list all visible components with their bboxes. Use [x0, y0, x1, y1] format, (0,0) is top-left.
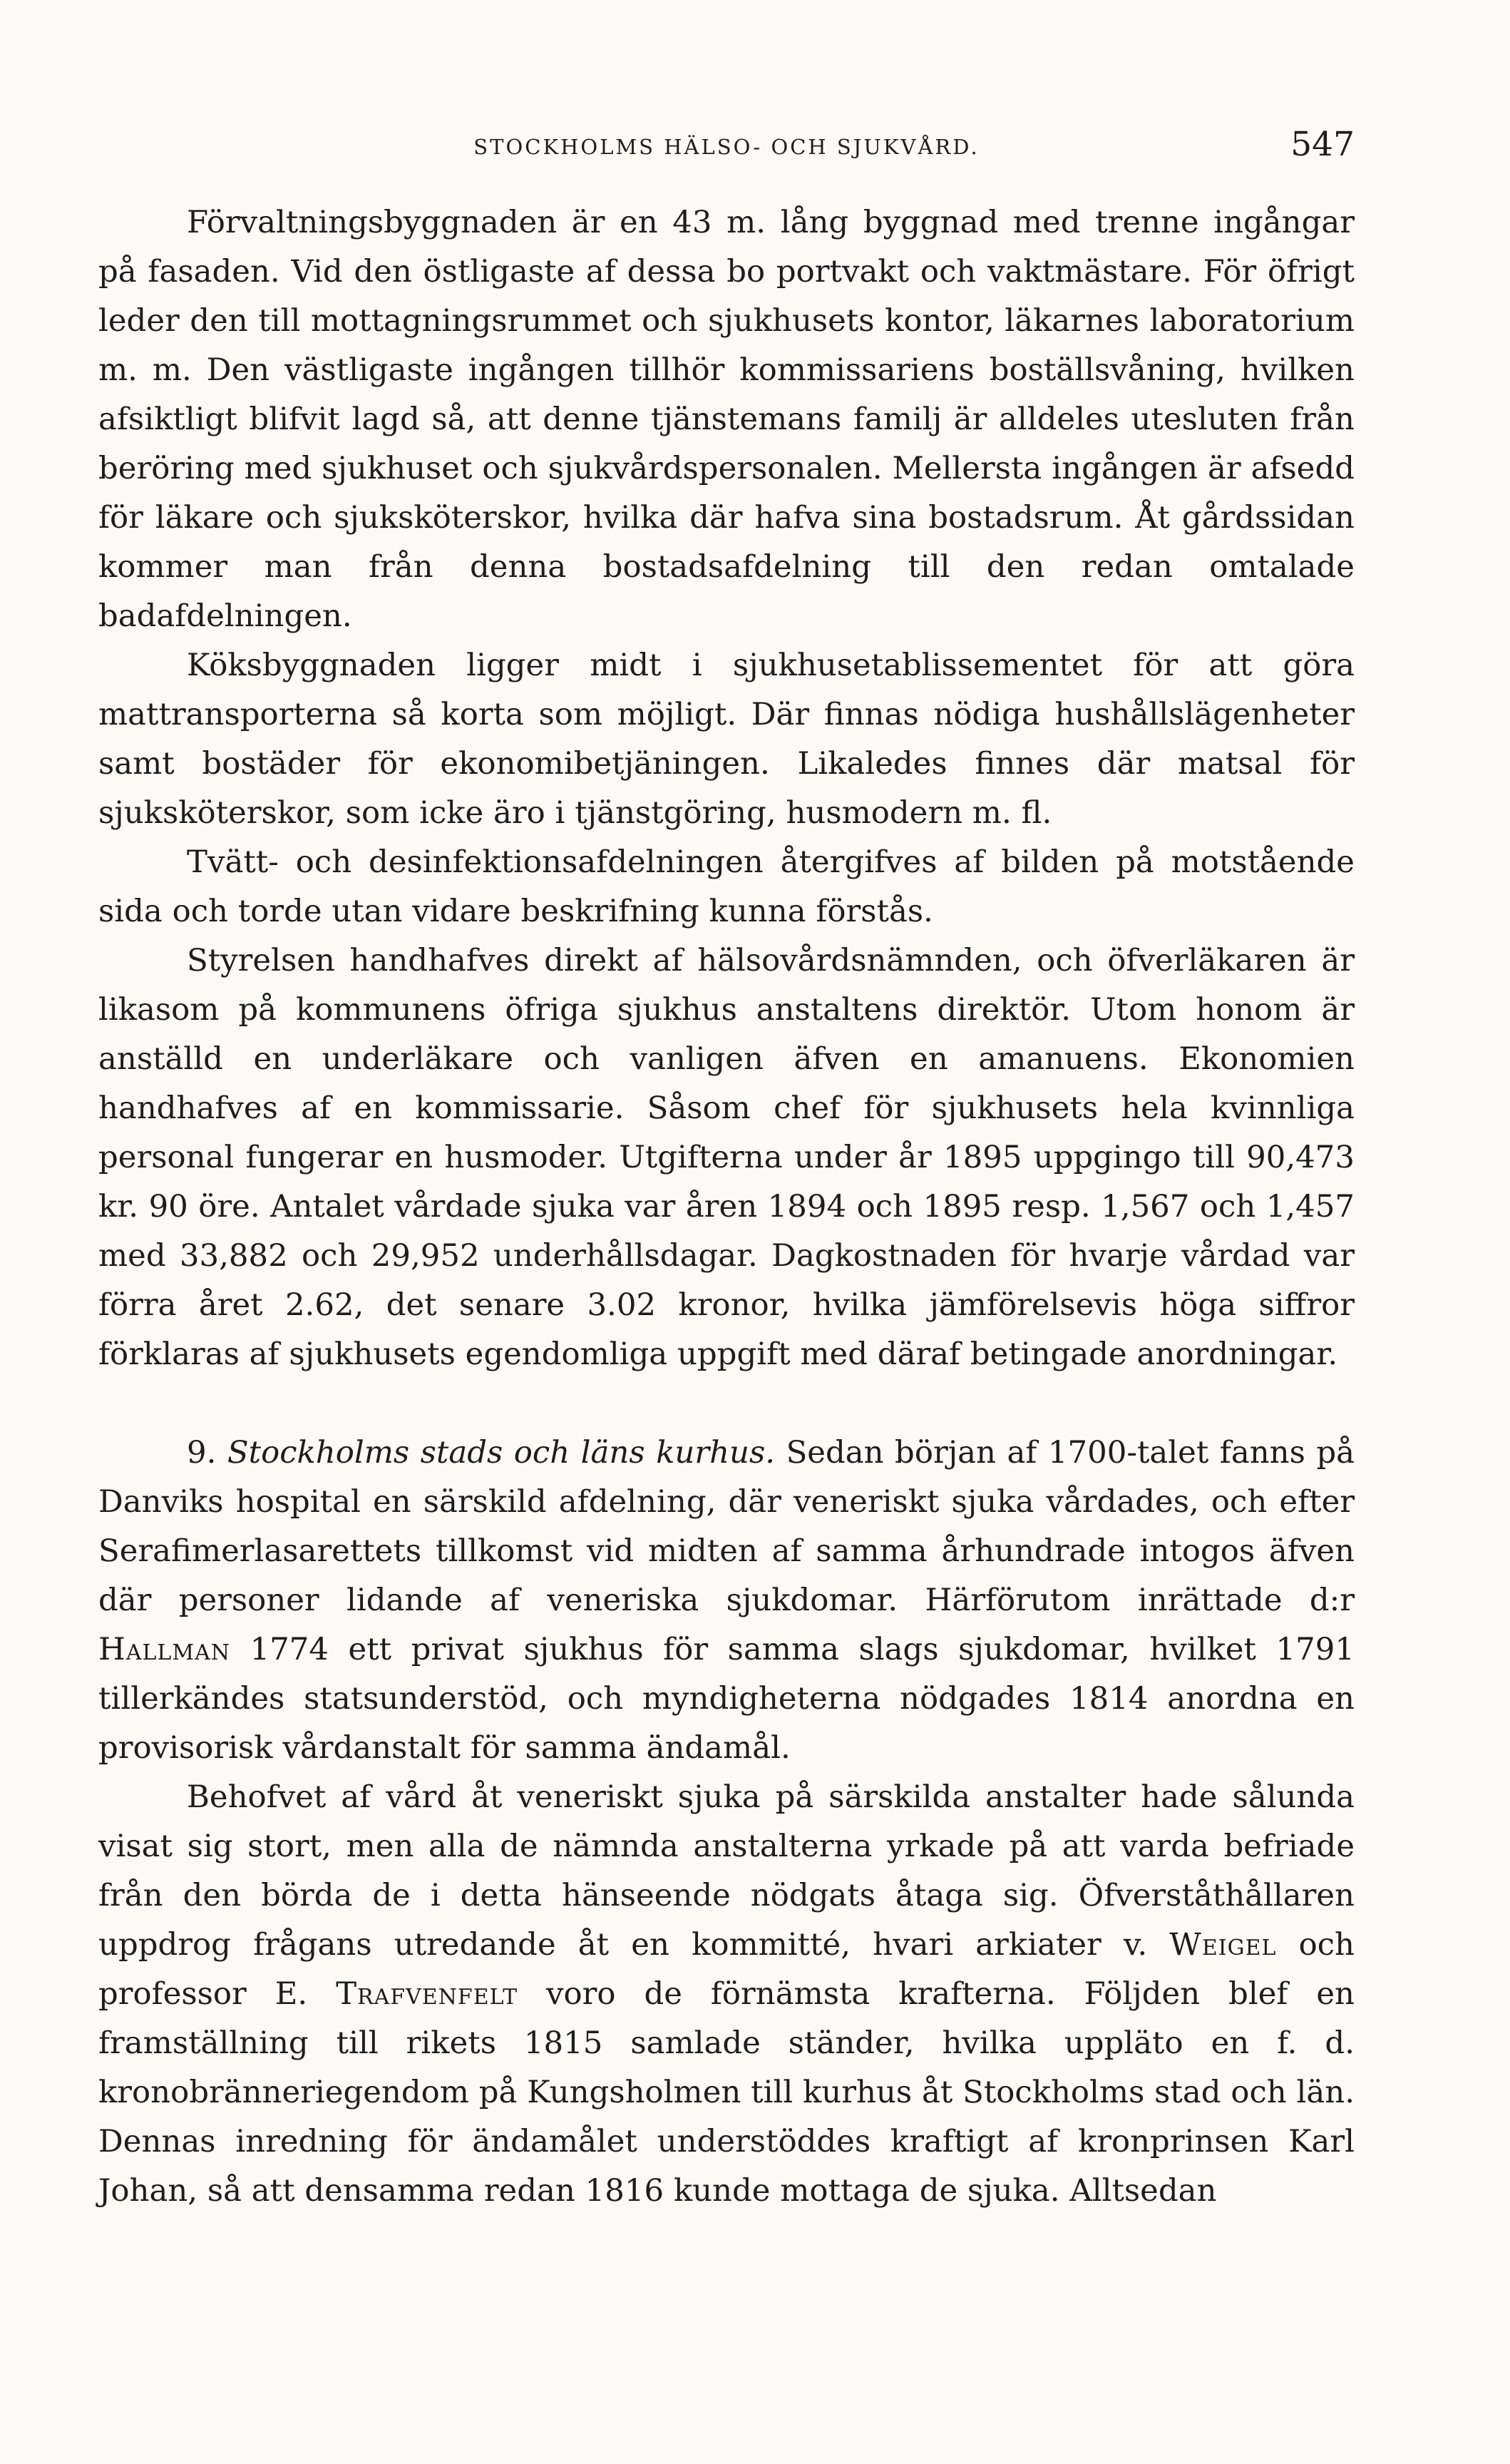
- person-name: Hallman: [98, 1632, 230, 1667]
- section-title: Stockholms stads och läns kurhus.: [227, 1435, 776, 1471]
- body-text: [98, 198, 1355, 2216]
- paragraph-text: 1774 ett privat sjukhus för samma slags sjukdomar, hvilket 1791 tillerkändes statsunderstöd, och myndigheterna nödgades 1814 anordna en provisorisk vårdanstalt för samma ändamål.: [98, 1632, 1355, 1766]
- section-number: 9.: [187, 1435, 217, 1471]
- paragraph-text: och professor E.: [98, 1927, 1355, 2012]
- running-title: STOCKHOLMS HÄLSO- OCH SJUKVÅRD.: [473, 135, 980, 159]
- paragraph: Styrelsen handhafves direkt af hälsovårdsnämnden, och öfverläkaren är likasom på kommunens öfriga sjukhus anstaltens direktör. Utom honom är anställd en underläkare och vanligen äfven en amanuens. Ekonomien handhafves af en kommissarie. Såsom chef för sjukhusets hela kvinnliga personal fungerar en husmoder. Utgifterna under år 1895 uppgingo till 90,473 kr. 90 öre. Antalet vårdade sjuka var åren 1894 och 1895 resp. 1,567 och 1,457 med 33,882 och 29,952 underhållsdagar. Dagkostnaden för hvarje vårdad var förra året 2.62, det senare 3.02 kronor, hvilka jämförelsevis höga siffror förklaras af sjukhusets egendomliga uppgift med däraf betingade anordningar.: [98, 943, 1355, 1372]
- paragraph: [98, 1773, 1355, 2216]
- section-paragraph: [98, 1428, 1355, 1773]
- paragraph: Köksbyggnaden ligger midt i sjukhusetablissementet för att göra mattransporterna så korta som möjligt. Där finnas nödiga hushållslägenheter samt bostäder för ekonomibetjäningen. Likaledes finnes där matsal för sjuksköterskor, som icke äro i tjänstgöring, husmodern m. fl.: [98, 648, 1355, 831]
- page-number: 547: [1290, 125, 1355, 164]
- paragraph-text: Behofvet af vård åt veneriskt sjuka på särskilda anstalter hade sålunda visat sig stort, men alla de nämnda anstalterna yrkade på att varda befriade från den börda de i detta hänseende nödgats åtaga sig. Öfverståthållaren uppdrog frågans utredande åt en kommitté, hvari arkiater v.: [98, 1779, 1355, 1963]
- paragraph-text: Sedan början af 1700-talet fanns på Danviks hospital en särskild afdelning, där veneriskt sjuka vårdades, och efter Serafimerlasarettets tillkomst vid midten af samma århundrade intogos äfven där personer lidande af veneriska sjukdomar. Härförutom inrättade d:r: [98, 1435, 1355, 1618]
- paragraph: Tvätt- och desinfektionsafdelningen återgifves af bilden på motstående sida och torde utan vidare beskrifning kunna förstås.: [98, 844, 1355, 929]
- paragraph-text: voro de förnämsta krafterna. Följden blef en framställning till rikets 1815 samlade ständer, hvilka uppläto en f. d. kronobränneriegendom på Kungsholmen till kurhus åt Stockholms stad och län. Dennas inredning för ändamålet understöddes kraftigt af kronprinsen Karl Johan, så att densamma redan 1816 kunde mottaga de sjuka. Alltsedan: [98, 1976, 1355, 2209]
- person-name: Weigel: [1169, 1927, 1277, 1963]
- person-name: Trafvenfelt: [336, 1976, 518, 2012]
- paragraph: Förvaltningsbyggnaden är en 43 m. lång byggnad med trenne ingångar på fasaden. Vid den östligaste af dessa bo portvakt och vaktmästare. För öfrigt leder den till mottagningsrummet och sjukhusets kontor, läkarnes laboratorium m. m. Den västligaste ingången tillhör kommissariens boställsvåning, hvilken afsiktligt blifvit lagd så, att denne tjänstemans familj är alldeles utesluten från beröring med sjukhuset och sjukvårdspersonalen. Mellersta ingången är afsedd för läkare och sjuksköterskor, hvilka där hafva sina bostadsrum. Åt gårdssidan kommer man från denna bostadsafdelning till den redan omtalade badafdelningen.: [98, 205, 1355, 634]
- page-header: [98, 125, 1355, 175]
